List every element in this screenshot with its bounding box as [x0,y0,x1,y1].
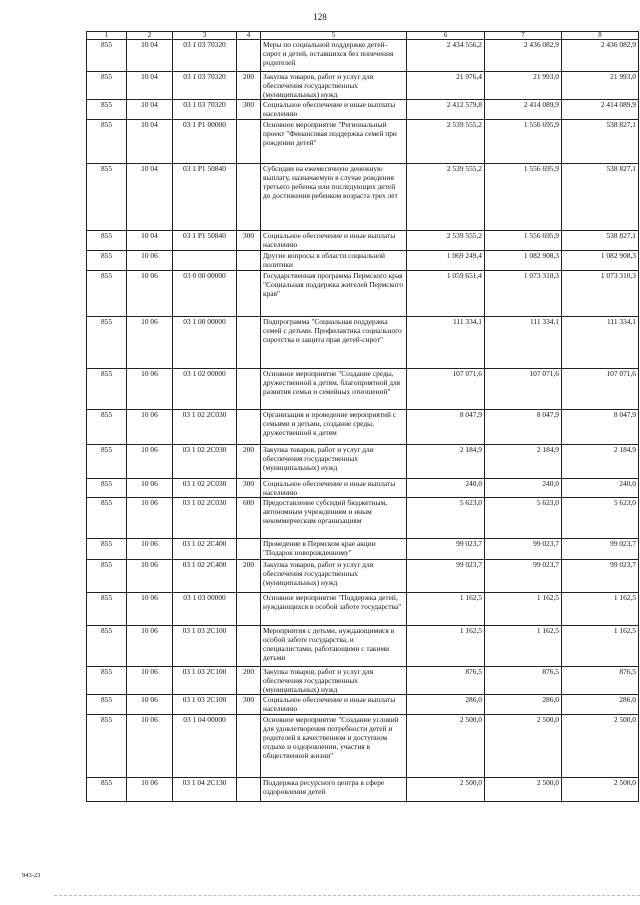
row-description: Основное мероприятие "Региональный проект "Финансовая поддержка семей при рождении детей" [261,120,407,164]
code-cell [237,778,261,802]
row-description: Закупка товаров, работ и услуг для обеспечения государственных (муниципальных) нужд [261,667,407,695]
code-cell: 03 1 03 2C100 [173,695,237,715]
code-cell: 10 06 [127,317,173,369]
col-header: 7 [485,32,562,40]
code-cell: 10 04 [127,72,173,100]
code-cell [173,251,237,271]
code-cell: 200 [237,560,261,593]
code-cell: 03 1 03 70320 [173,100,237,120]
code-cell [237,251,261,271]
table-row [87,498,639,539]
amount-cell: 1 556 695,9 [485,120,562,164]
amount-cell: 2 414 089,9 [562,100,639,120]
code-cell: 03 1 04 2C130 [173,778,237,802]
code-cell: 10 06 [127,271,173,317]
row-description: Социальное обеспечение и иные выплаты населению [261,479,407,498]
amount-cell: 5 623,0 [562,498,639,539]
row-description: Закупка товаров, работ и услуг для обеспечения государственных (муниципальных) нужд [261,445,407,479]
table-row [87,593,639,626]
amount-cell: 8 047,9 [562,410,639,445]
code-cell: 855 [87,164,127,231]
row-description: Социальное обеспечение и иные выплаты населению [261,695,407,715]
amount-cell: 111 334,1 [562,317,639,369]
code-cell: 10 06 [127,410,173,445]
code-cell [237,40,261,72]
code-cell: 03 1 02 00000 [173,369,237,410]
code-cell [237,593,261,626]
table-row [87,164,639,231]
amount-cell: 2 184,9 [562,445,639,479]
code-cell [237,539,261,560]
code-cell: 03 1 04 00000 [173,715,237,778]
amount-cell: 99 023,7 [407,539,485,560]
amount-cell: 538 827,1 [562,164,639,231]
code-cell: 10 04 [127,164,173,231]
code-cell: 855 [87,778,127,802]
amount-cell: 21 993,0 [485,72,562,100]
code-cell [237,317,261,369]
row-description: Меры по социальной поддержке детей-сирот и детей, оставшихся без попечения родителей [261,40,407,72]
amount-cell: 99 023,7 [485,539,562,560]
code-cell [237,271,261,317]
table-row [87,410,639,445]
code-cell: 855 [87,593,127,626]
table-row [87,539,639,560]
amount-cell: 111 334,1 [407,317,485,369]
code-cell: 855 [87,479,127,498]
col-header: 8 [562,32,639,40]
amount-cell: 2 436 082,9 [562,40,639,72]
amount-cell: 2 500,0 [407,778,485,802]
table-row [87,667,639,695]
amount-cell: 1 162,5 [407,626,485,667]
code-cell: 03 1 P1 50840 [173,164,237,231]
amount-cell: 5 623,0 [407,498,485,539]
amount-cell: 5 623,0 [485,498,562,539]
footer-code: 943-23 [22,872,41,879]
amount-cell: 2 539 555,2 [407,164,485,231]
code-cell: 10 06 [127,539,173,560]
code-cell: 03 1 02 2C030 [173,479,237,498]
col-header: 5 [261,32,407,40]
table-row [87,100,639,120]
code-cell: 03 1 03 2C100 [173,667,237,695]
code-cell: 300 [237,695,261,715]
code-cell: 855 [87,539,127,560]
row-description: Поддержка ресурсного центра в сфере оздоровления детей [261,778,407,802]
amount-cell: 240,0 [407,479,485,498]
row-description: Мероприятия с детьми, нуждающимися в особой заботе государства, и специалистами, работающими с такими детьми [261,626,407,667]
code-cell: 10 06 [127,667,173,695]
code-cell: 10 06 [127,593,173,626]
code-cell: 855 [87,231,127,251]
code-cell: 300 [237,100,261,120]
table-row [87,560,639,593]
row-description: Социальное обеспечение и иные выплаты населению [261,231,407,251]
table-row [87,72,639,100]
row-description: Организация и проведение мероприятий с семьями и детьми, создание среды, дружественной к детям [261,410,407,445]
code-cell: 200 [237,445,261,479]
amount-cell: 876,5 [562,667,639,695]
amount-cell: 1 162,5 [407,593,485,626]
amount-cell: 1 162,5 [562,626,639,667]
code-cell: 03 0 00 00000 [173,271,237,317]
amount-cell: 2 436 082,9 [485,40,562,72]
amount-cell: 240,0 [562,479,639,498]
code-cell: 10 06 [127,626,173,667]
table-row [87,251,639,271]
amount-cell: 2 184,9 [407,445,485,479]
code-cell: 10 04 [127,100,173,120]
code-cell: 10 06 [127,369,173,410]
code-cell: 855 [87,120,127,164]
code-cell: 855 [87,72,127,100]
row-description: Закупка товаров, работ и услуг для обеспечения государственных (муниципальных) нужд [261,560,407,593]
amount-cell: 2 500,0 [562,715,639,778]
code-cell: 10 04 [127,120,173,164]
table-row [87,369,639,410]
code-cell [237,164,261,231]
amount-cell: 1 073 310,3 [485,271,562,317]
code-cell [237,120,261,164]
code-cell: 855 [87,667,127,695]
amount-cell: 2 414 089,9 [485,100,562,120]
code-cell: 10 06 [127,498,173,539]
row-description: Социальное обеспечение и иные выплаты населению [261,100,407,120]
amount-cell: 2 500,0 [485,778,562,802]
code-cell: 600 [237,498,261,539]
table-row [87,695,639,715]
col-header: 4 [237,32,261,40]
table-row [87,778,639,802]
amount-cell: 1 556 695,9 [485,164,562,231]
code-cell: 300 [237,479,261,498]
code-cell [237,626,261,667]
code-cell: 03 1 03 2C100 [173,626,237,667]
code-cell: 03 1 P1 50840 [173,231,237,251]
code-cell: 855 [87,410,127,445]
code-cell: 200 [237,72,261,100]
amount-cell: 2 500,0 [407,715,485,778]
code-cell: 03 1 02 2C400 [173,539,237,560]
amount-cell: 1 162,5 [485,593,562,626]
row-description: Государственная программа Пермского края "Социальная поддержка жителей Пермского края" [261,271,407,317]
code-cell: 855 [87,445,127,479]
amount-cell: 111 334,1 [485,317,562,369]
table-row [87,120,639,164]
code-cell: 03 1 02 2C030 [173,498,237,539]
row-description: Проведение в Пермском крае акции "Подарок новорожденному" [261,539,407,560]
code-cell [237,715,261,778]
amount-cell: 21 993,0 [562,72,639,100]
amount-cell: 286,0 [562,695,639,715]
amount-cell: 286,0 [485,695,562,715]
page-number: 128 [313,12,327,22]
code-cell [237,410,261,445]
code-cell: 855 [87,317,127,369]
amount-cell: 107 071,6 [407,369,485,410]
row-description: Другие вопросы в области социальной политики [261,251,407,271]
amount-cell: 2 184,9 [485,445,562,479]
col-header: 2 [127,32,173,40]
amount-cell: 2 539 555,2 [407,120,485,164]
code-cell: 855 [87,626,127,667]
header-row [87,32,639,40]
bottom-edge-line [54,895,640,896]
amount-cell: 99 023,7 [562,539,639,560]
code-cell: 10 06 [127,479,173,498]
amount-cell: 1 082 908,3 [562,251,639,271]
amount-cell: 240,0 [485,479,562,498]
code-cell: 10 06 [127,778,173,802]
code-cell: 855 [87,100,127,120]
code-cell: 855 [87,40,127,72]
code-cell: 10 06 [127,695,173,715]
code-cell: 03 1 03 00000 [173,593,237,626]
amount-cell: 8 047,9 [407,410,485,445]
code-cell: 03 1 02 2C030 [173,445,237,479]
table-row [87,715,639,778]
amount-cell: 2 500,0 [562,778,639,802]
amount-cell: 538 827,1 [562,231,639,251]
code-cell: 03 1 03 70320 [173,72,237,100]
code-cell: 03 1 P1 00000 [173,120,237,164]
amount-cell: 1 059 651,4 [407,271,485,317]
row-description: Основное мероприятие "Создание среды, дружественной к детям, благоприятной для развития семьи и семейных отношений" [261,369,407,410]
table-row [87,231,639,251]
col-header: 3 [173,32,237,40]
code-cell: 10 06 [127,251,173,271]
amount-cell: 538 827,1 [562,120,639,164]
col-header: 1 [87,32,127,40]
code-cell: 03 1 00 00000 [173,317,237,369]
code-cell: 10 06 [127,445,173,479]
code-cell: 03 1 02 2C400 [173,560,237,593]
code-cell: 10 06 [127,560,173,593]
code-cell: 855 [87,695,127,715]
amount-cell: 107 071,6 [485,369,562,410]
table-row [87,626,639,667]
code-cell: 855 [87,271,127,317]
code-cell: 300 [237,231,261,251]
amount-cell: 876,5 [407,667,485,695]
amount-cell: 8 047,9 [485,410,562,445]
budget-table [86,31,639,802]
code-cell: 03 1 03 70320 [173,40,237,72]
amount-cell: 1 162,5 [562,593,639,626]
amount-cell: 99 023,7 [407,560,485,593]
code-cell: 03 1 02 2C030 [173,410,237,445]
amount-cell: 1 556 695,9 [485,231,562,251]
row-description: Основное мероприятие "Создание условий для удовлетворения потребности детей и родителей в качественном и доступном отдыхе и оздоровлении, участия в общественной жизни" [261,715,407,778]
amount-cell: 107 071,6 [562,369,639,410]
code-cell: 10 04 [127,40,173,72]
amount-cell: 286,0 [407,695,485,715]
amount-cell: 2 500,0 [485,715,562,778]
amount-cell: 2 412 579,8 [407,100,485,120]
code-cell: 10 04 [127,231,173,251]
code-cell [237,369,261,410]
code-cell: 855 [87,498,127,539]
amount-cell: 21 976,4 [407,72,485,100]
code-cell: 855 [87,560,127,593]
amount-cell: 99 023,7 [485,560,562,593]
amount-cell: 1 073 310,3 [562,271,639,317]
amount-cell: 876,5 [485,667,562,695]
amount-cell: 99 023,7 [562,560,639,593]
table-row [87,445,639,479]
row-description: Субсидии на ежемесячную денежную выплату, назначаемую в случае рождения третьего ребенка или последующих детей до достижения ребенком возраста трех лет [261,164,407,231]
amount-cell: 1 082 908,3 [485,251,562,271]
row-description: Предоставление субсидий бюджетным, автономным учреждениям и иным некоммерческим организациям [261,498,407,539]
table-row [87,271,639,317]
amount-cell: 2 434 556,2 [407,40,485,72]
col-header: 6 [407,32,485,40]
code-cell: 855 [87,369,127,410]
code-cell: 200 [237,667,261,695]
amount-cell: 2 539 555,2 [407,231,485,251]
table-row [87,40,639,72]
amount-cell: 1 069 249,4 [407,251,485,271]
table-row [87,317,639,369]
amount-cell: 1 162,5 [485,626,562,667]
row-description: Подпрограмма "Социальная поддержка семей с детьми. Профилактика социального сиротства и защита прав детей-сирот" [261,317,407,369]
code-cell: 855 [87,715,127,778]
table-row [87,479,639,498]
code-cell: 855 [87,251,127,271]
code-cell: 10 06 [127,715,173,778]
row-description: Закупка товаров, работ и услуг для обеспечения государственных (муниципальных) нужд [261,72,407,100]
row-description: Основное мероприятие "Поддержка детей, нуждающихся в особой заботе государства" [261,593,407,626]
